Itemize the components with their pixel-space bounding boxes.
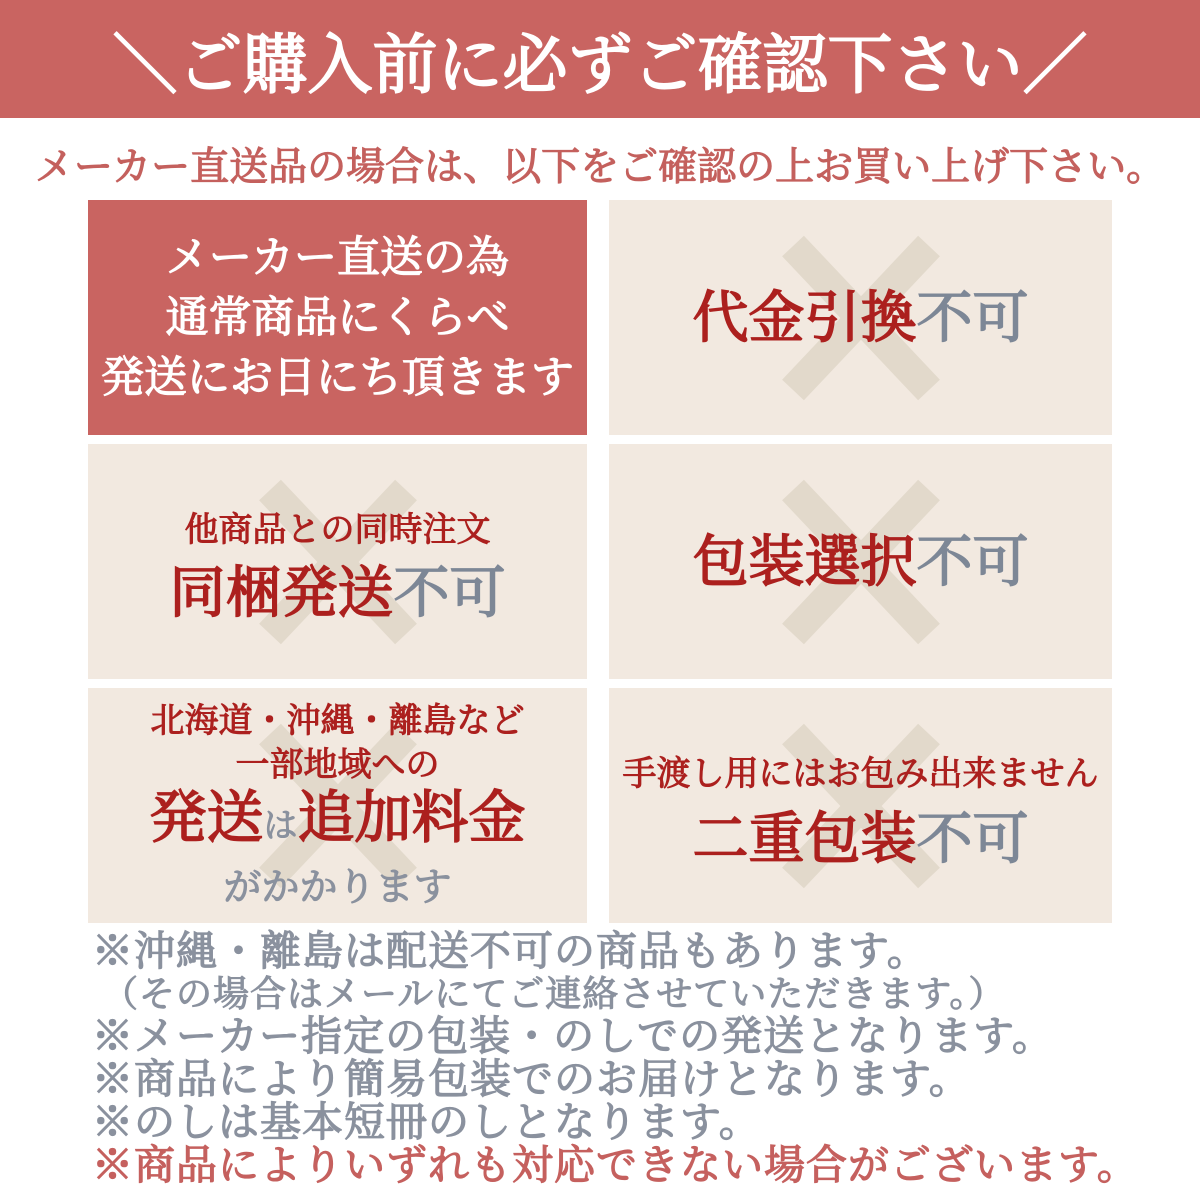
note-line: ※商品によりいずれも対応できない場合がございます。	[92, 1142, 1139, 1188]
remote-area-tail: がかかります	[223, 867, 452, 909]
header-banner	[0, 0, 1200, 118]
double-wrap-suffix-label: 不可	[916, 807, 1029, 871]
box-direct-shipping	[88, 200, 587, 435]
cod-main-label: 代金引換	[692, 285, 917, 349]
cod-suffix-label: 不可	[916, 285, 1029, 349]
remote-area-big2: 追加料金	[297, 786, 526, 850]
remote-area-particle: は	[263, 807, 298, 845]
note-line: ※メーカー指定の包装・のしでの発送となります。	[92, 1013, 1054, 1059]
subtitle: メーカー直送品の場合は、以下をご確認の上お買い上げ下さい。	[34, 146, 1166, 189]
bundle-sub-label: 他商品との同時注文	[184, 511, 491, 550]
box-remote-area-fee	[88, 688, 587, 923]
bundle-main-label: 同梱発送	[169, 561, 394, 625]
double-wrap-main-label: 二重包装	[692, 807, 917, 871]
note-line: （その場合はメールにてご連絡させていただきます。）	[102, 973, 1006, 1014]
note-line: ※のしは基本短冊のしとなります。	[92, 1099, 761, 1145]
cod-label	[693, 287, 1029, 349]
wrapping-choice-suffix-label: 不可	[916, 529, 1029, 593]
direct-shipping-line: 通常商品にくらべ	[165, 293, 510, 342]
note-line: ※沖縄・離島は配送不可の商品もあります。	[92, 928, 929, 974]
note-line: ※商品により簡易包装でのお届けとなります。	[92, 1056, 971, 1102]
notes-list	[92, 930, 1139, 1187]
box-wrapping-choice	[609, 444, 1112, 679]
direct-shipping-line: メーカー直送の為	[165, 233, 510, 282]
box-cod-not-available	[609, 200, 1112, 435]
page-title: ＼ご購入前に必ずご確認下さい／	[112, 28, 1088, 101]
double-wrap-sub-label: 手渡し用にはお包み出来ません	[622, 755, 1099, 794]
remote-area-fee-line	[150, 787, 526, 864]
wrapping-choice-main-label: 包装選択	[692, 529, 917, 593]
double-wrap-label	[693, 808, 1029, 870]
remote-area-big1: 発送	[149, 786, 264, 850]
bundle-suffix-label: 不可	[393, 561, 506, 625]
notice-grid	[88, 200, 1112, 923]
box-double-wrapping	[609, 688, 1112, 923]
remote-area-line1: 北海道・沖縄・離島など	[150, 702, 525, 740]
direct-shipping-line: 発送にお日にち頂きます	[101, 353, 574, 402]
remote-area-line2: 一部地域への	[235, 746, 440, 784]
bundle-label	[170, 562, 506, 624]
box-bundle-shipping	[88, 444, 587, 679]
wrapping-choice-label	[693, 531, 1029, 593]
